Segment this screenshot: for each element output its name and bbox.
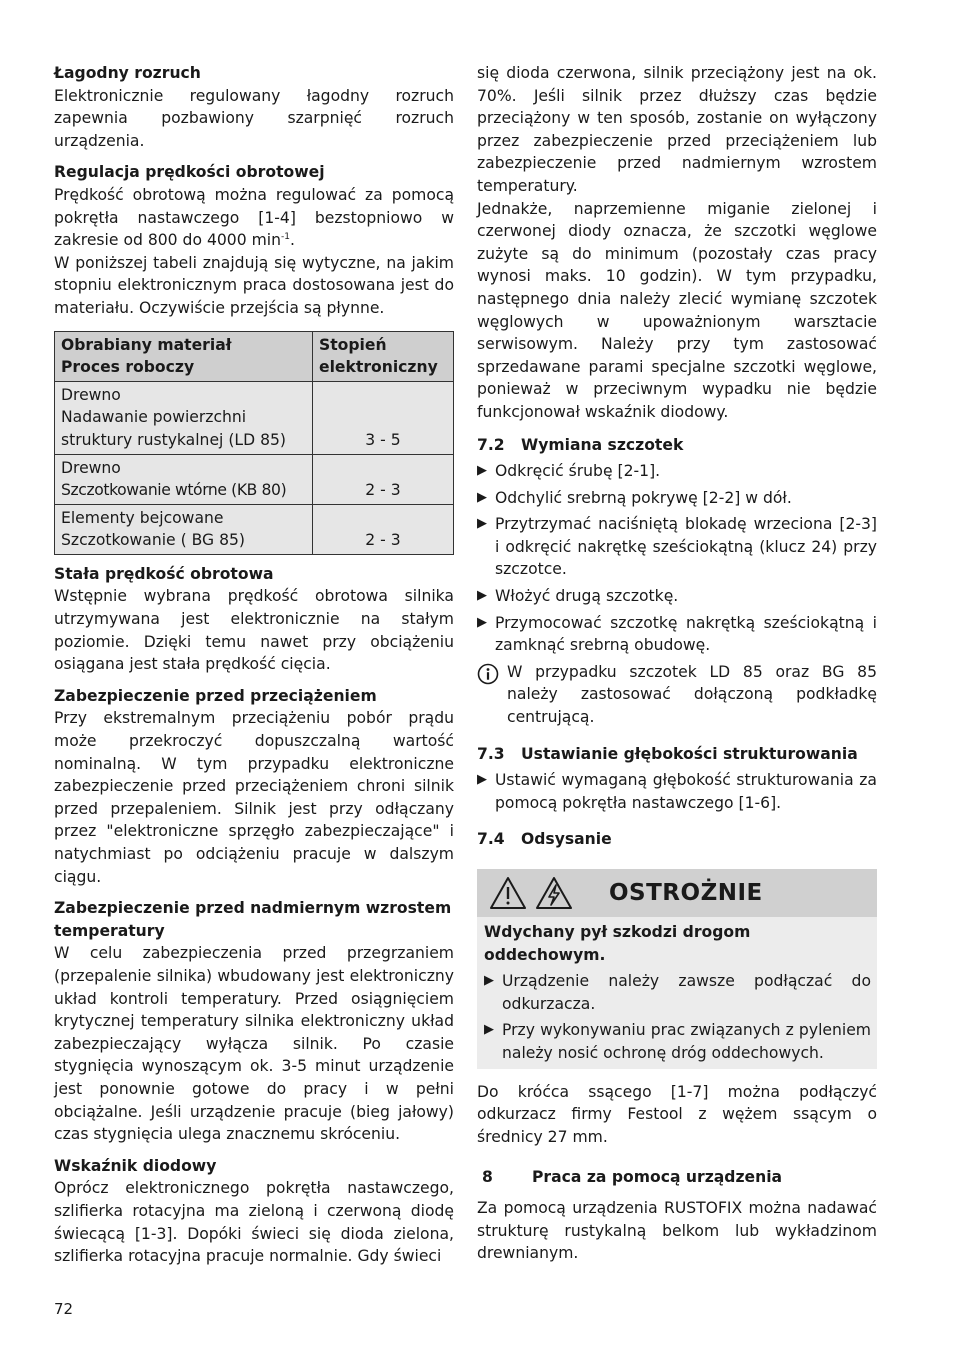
section-number: 7.4 [477, 830, 505, 849]
row-material: Elementy bejcowane [61, 508, 224, 527]
electric-hazard-icon [535, 876, 573, 910]
temperature-text: W celu zabezpieczenia przed przegrzaniem (przepalenie silnika) wbudowany jest elektroniczny układ kontroli temperatury. Przed osiągnięciem krytycznej temperatury silnika elektroniczny układ zabezpieczający wyłącza silnik. Po czasie stygnięcia wynoszącym ok. 3-5 minut urządzenie jest ponownie gotowe do pracy i w pełni obciążalne. Jeśli urządzenie pracuje (bieg jałowy) czas stygnięcia ulega znacznemu skróceniu. [54, 944, 454, 1144]
overload-text: Przy ekstremalnym przeciążeniu pobór prądu może przekroczyć dopuszczalną wartość nominalną. W tym przypadku elektroniczne zabezpieczenie przed przeciążeniem chroni silnik przed przepaleniem. Silnik jest przy odłączany przez "elektroniczne sprzęgło zabezpieczające" i natychmiast po odciążeniu pracuje w dalszym ciągu. [54, 709, 454, 886]
list-item-text: Urządzenie należy zawsze podłączać do odkurzacza. [502, 972, 871, 1013]
header-material-label: Obrabiany materiał [61, 335, 232, 354]
led-text-brushes: Jednakże, naprzemienne miganie zielonej i czerwonej diody oznacza, że szczotki węglowe zużyte są do minimum (pozostały czas pracy wynosi maks. 10 godzin). W tym przypadku, następnego dnia należy zlecić wymianę szczotek węglowych w upoważnionym warsztacie serwisowym. Należy przy tym zastosować sprzedawane parami specjalne szczotki węglowe, ponieważ w przeciwnym wypadku nie będzie funkcjonował wskaźnik diodowy. [477, 199, 877, 421]
info-note [477, 661, 877, 729]
speed-text-sup: -1 [281, 231, 290, 242]
right-column [477, 62, 877, 1265]
warning-body [477, 917, 877, 1069]
list-item-text: Przy wykonywaniu prac związanych z pyleniem należy nosić ochronę dróg oddechowych. [502, 1021, 871, 1062]
speed-heading: Regulacja prędkości obrotowej [54, 163, 325, 182]
table-cell-level: 2 - 3 [313, 454, 454, 504]
led-text: Oprócz elektronicznego pokrętła nastawczego, szlifierka rotacyjna ma zieloną i czerwoną diodę świecącą [1-3]. Dopóki świeci się dioda zielona, szlifierka rotacyjna pracuje normalnie. Gdy świeci [54, 1179, 454, 1266]
list-item [477, 513, 877, 581]
bullet-arrow-icon: ▶ [477, 516, 487, 532]
warning-title: OSTROŻNIE [609, 879, 763, 906]
temperature-heading: Zabezpieczenie przed nadmiernym wzrostem temperatury [54, 899, 452, 940]
speed-text [54, 184, 454, 252]
const-speed-heading: Stała prędkość obrotowa [54, 564, 274, 583]
list-item [477, 460, 877, 483]
list-item-text: Włożyć drugą szczotkę. [495, 587, 679, 606]
bullet-arrow-icon: ▶ [477, 614, 487, 630]
section-7-4-heading [477, 828, 877, 851]
section-title: Ustawianie głębokości strukturowania [521, 744, 858, 763]
table-header-level: Stopień elektroniczny [313, 331, 454, 381]
row-process: Szczotkowanie wtórne (KB 80) [61, 481, 287, 500]
section-number: 7.3 [477, 744, 505, 763]
warning-icons [489, 876, 573, 910]
list-item [477, 487, 877, 510]
bullet-arrow-icon: ▶ [484, 1022, 494, 1038]
speed-text2: W poniższej tabeli znajdują się wytyczne, na jakim stopniu elektronicznym praca dostosowana jest do materiału. Oczywiście przejścia są płynne. [54, 253, 454, 317]
overload-heading: Zabezpieczenie przed przeciążeniem [54, 686, 377, 705]
list-item [477, 769, 877, 814]
soft-start-heading: Łagodny rozruch [54, 64, 201, 82]
bullet-arrow-icon: ▶ [484, 973, 494, 989]
list-item [477, 585, 877, 608]
section-title: Wymiana szczotek [521, 435, 684, 454]
section-8-text: Za pomocą urządzenia RUSTOFIX można nadawać strukturę rustykalną belkom lub wykładzinom drewnianym. [477, 1198, 877, 1263]
row-process: Szczotkowanie ( BG 85) [61, 531, 246, 550]
row-material: Drewno [61, 458, 121, 477]
const-speed-text: Wstępnie wybrana prędkość obrotowa silnika utrzymywana jest elektronicznie na stałym poziomie. Dzięki temu nawet przy obciążeniu osiągana jest stała prędkość cięcia. [54, 587, 454, 674]
section-8-heading [477, 1166, 877, 1189]
table-row [55, 504, 454, 554]
table-header-row [55, 331, 454, 381]
list-item-text: Odkręcić śrubę [2-1]. [495, 462, 661, 481]
row-process: Nadawanie powierzchni struktury rustykalnej (LD 85) [61, 408, 286, 449]
list-item-text: Przytrzymać naciśniętą blokadę wrzeciona [2-3] i odkręcić nakrętkę sześciokątną (klucz 24) przy szczotce. [495, 515, 877, 579]
row-material: Drewno [61, 385, 121, 404]
led-heading: Wskaźnik diodowy [54, 1156, 217, 1175]
list-item [484, 970, 871, 1015]
left-column [54, 62, 454, 1268]
warning-subtitle: Wdychany pył szkodzi drogom oddechowym. [484, 923, 751, 964]
page-number: 72 [54, 1300, 74, 1318]
speed-text-end: . [290, 231, 295, 250]
warning-header [477, 869, 877, 917]
bullet-arrow-icon: ▶ [477, 588, 487, 604]
list-item-text: Odchylić srebrną pokrywę [2-2] w dół. [495, 488, 792, 507]
led-text-continued: się dioda czerwona, silnik przeciążony jest na ok. 70%. Jeśli silnik przez dłuższy czas będzie przeciążony w ten sposób, zostanie on wyłączony przez zabezpieczenie przed przeciążeniem lub zabezpieczenie przed nadmiernym wzrostem temperatury. [477, 64, 877, 195]
info-icon [477, 661, 507, 729]
section-number: 7.2 [477, 435, 505, 454]
bullet-arrow-icon: ▶ [477, 772, 487, 788]
warning-triangle-icon [489, 876, 527, 910]
list-item-text: Ustawić wymaganą głębokość strukturowania za pomocą pokrętła nastawczego [1-6]. [495, 771, 877, 812]
table-cell-material [55, 381, 313, 454]
info-text: W przypadku szczotek LD 85 oraz BG 85 należy zastosować dołączoną podkładkę centrującą. [507, 662, 877, 727]
list-item-text: Przymocować szczotkę nakrętką sześciokątną i zamknąć srebrną obudowę. [495, 613, 877, 655]
table-cell-material [55, 504, 313, 554]
section-number: 8 [482, 1168, 493, 1187]
table-header-material [55, 331, 313, 381]
table-cell-level: 2 - 3 [313, 504, 454, 554]
extraction-text: Do króćca ssącego [1-7] można podłączyć odkurzacz firmy Festool z wężem ssącym o średnicy 27 mm. [477, 1082, 877, 1146]
list-item [477, 612, 877, 657]
speed-table [54, 331, 454, 555]
section-7-2-heading [477, 434, 877, 457]
table-row [55, 454, 454, 504]
bullet-arrow-icon: ▶ [477, 463, 487, 479]
soft-start-text: Elektronicznie regulowany łagodny rozruch zapewnia pozbawiony szarpnięć rozruch urządzenia. [54, 86, 454, 150]
bullet-arrow-icon: ▶ [477, 489, 487, 505]
speed-text-main: Prędkość obrotową można regulować za pomocą pokrętła nastawczego [1-4] bezstopniowo w zakresie od 800 do 4000 min [54, 185, 454, 250]
table-cell-material [55, 454, 313, 504]
list-item [484, 1019, 871, 1064]
section-title: Odsysanie [521, 830, 612, 849]
section-title: Praca za pomocą urządzenia [532, 1168, 783, 1187]
table-cell-level: 3 - 5 [313, 381, 454, 454]
section-7-3-heading [477, 743, 877, 766]
table-row [55, 381, 454, 454]
header-process-label: Proces roboczy [61, 358, 195, 377]
